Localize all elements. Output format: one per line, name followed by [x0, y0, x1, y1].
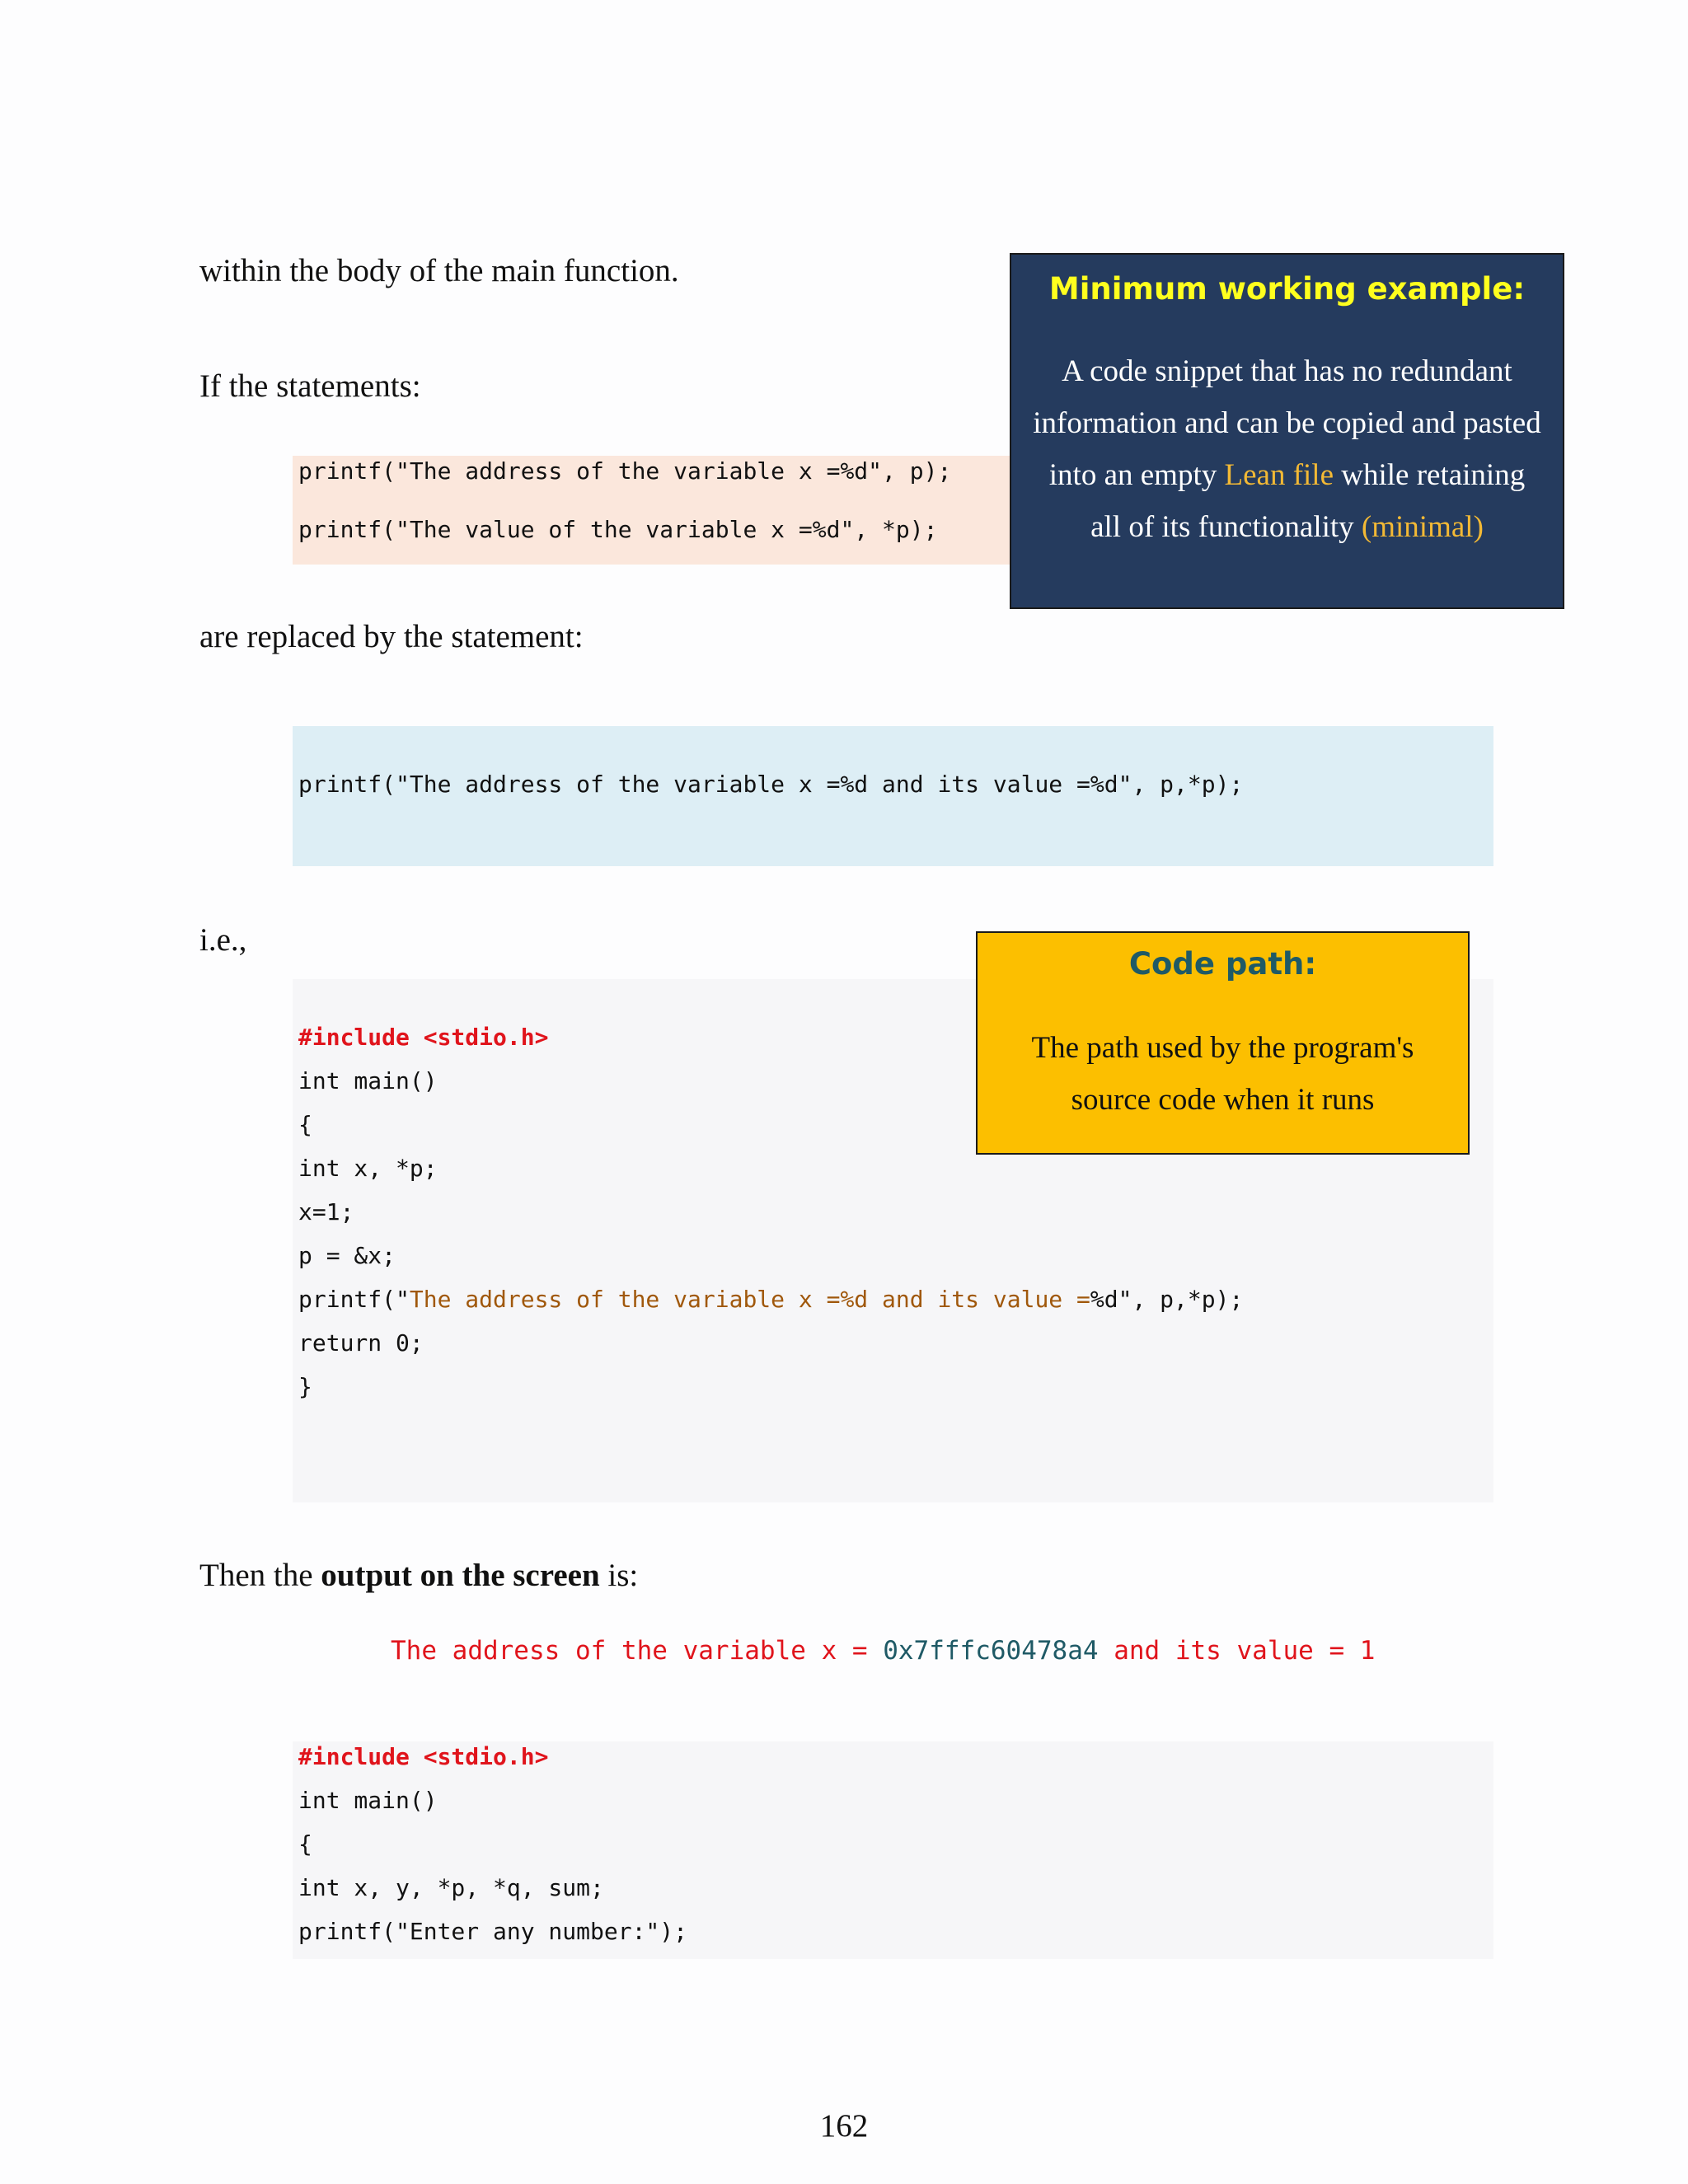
highlight-minimal: (minimal) — [1361, 510, 1484, 544]
page-number: 162 — [819, 2108, 869, 2144]
paragraph-output: Then the output on the screen is: — [199, 1558, 639, 1593]
code-line: return 0; — [298, 1329, 424, 1357]
highlight-lean-file: Lean file — [1224, 458, 1334, 492]
code-line: printf("The address of the variable x =%d and its value =%d", p,*p); — [298, 771, 1244, 798]
callout-title: Code path: — [1128, 946, 1317, 982]
code-printf-prefix: printf(" — [298, 1286, 410, 1313]
code-line: int x, y, *p, *q, sum; — [298, 1874, 604, 1901]
paragraph-ie: i.e., — [199, 922, 247, 958]
code-line: x=1; — [298, 1198, 354, 1226]
callout-code-path — [976, 931, 1470, 1155]
paragraph-replaced-by: are replaced by the statement: — [199, 619, 584, 654]
output-bold: output on the screen — [321, 1558, 600, 1593]
callout-body: The path used by the program's source code when it runs — [1031, 1031, 1414, 1117]
code-line: printf("The address of the variable x =%d", p); — [298, 457, 952, 485]
paragraph-if-statements: If the statements: — [199, 368, 421, 404]
callout-title: Minimum working example: — [1048, 271, 1526, 307]
code-include: #include <stdio.h> — [298, 1024, 549, 1051]
output-line: The address of the variable x = 0x7fffc60478a4 and its value = 1 — [391, 1636, 1376, 1666]
code-printf-suffix: %d", p,*p); — [1090, 1286, 1244, 1313]
code-include: #include <stdio.h> — [298, 1743, 549, 1770]
code-line: printf("Enter any number:"); — [298, 1918, 688, 1945]
code-line: { — [298, 1830, 312, 1858]
callout-body: A code snippet that has no redundant information and can be copied and pasted into an empty Lean file while retaining all of its functionality (minimal) — [1033, 354, 1541, 544]
code-line: int main() — [298, 1787, 438, 1814]
code-line: p = &x; — [298, 1242, 396, 1269]
code-printf-string: The address of the variable x =%d and its value = — [409, 1286, 1090, 1313]
code-line-printf — [298, 1285, 1243, 1315]
code-line: int x, *p; — [298, 1155, 438, 1182]
paragraph-main-function: within the body of the main function. — [199, 253, 679, 288]
callout-minimum-working-example — [1010, 253, 1564, 609]
code-line: } — [298, 1373, 312, 1400]
code-line: { — [298, 1111, 312, 1138]
code-line: int main() — [298, 1067, 438, 1094]
output-address: 0x7fffc60478a4 — [883, 1636, 1099, 1666]
code-line: printf("The value of the variable x =%d", *p); — [298, 516, 938, 543]
